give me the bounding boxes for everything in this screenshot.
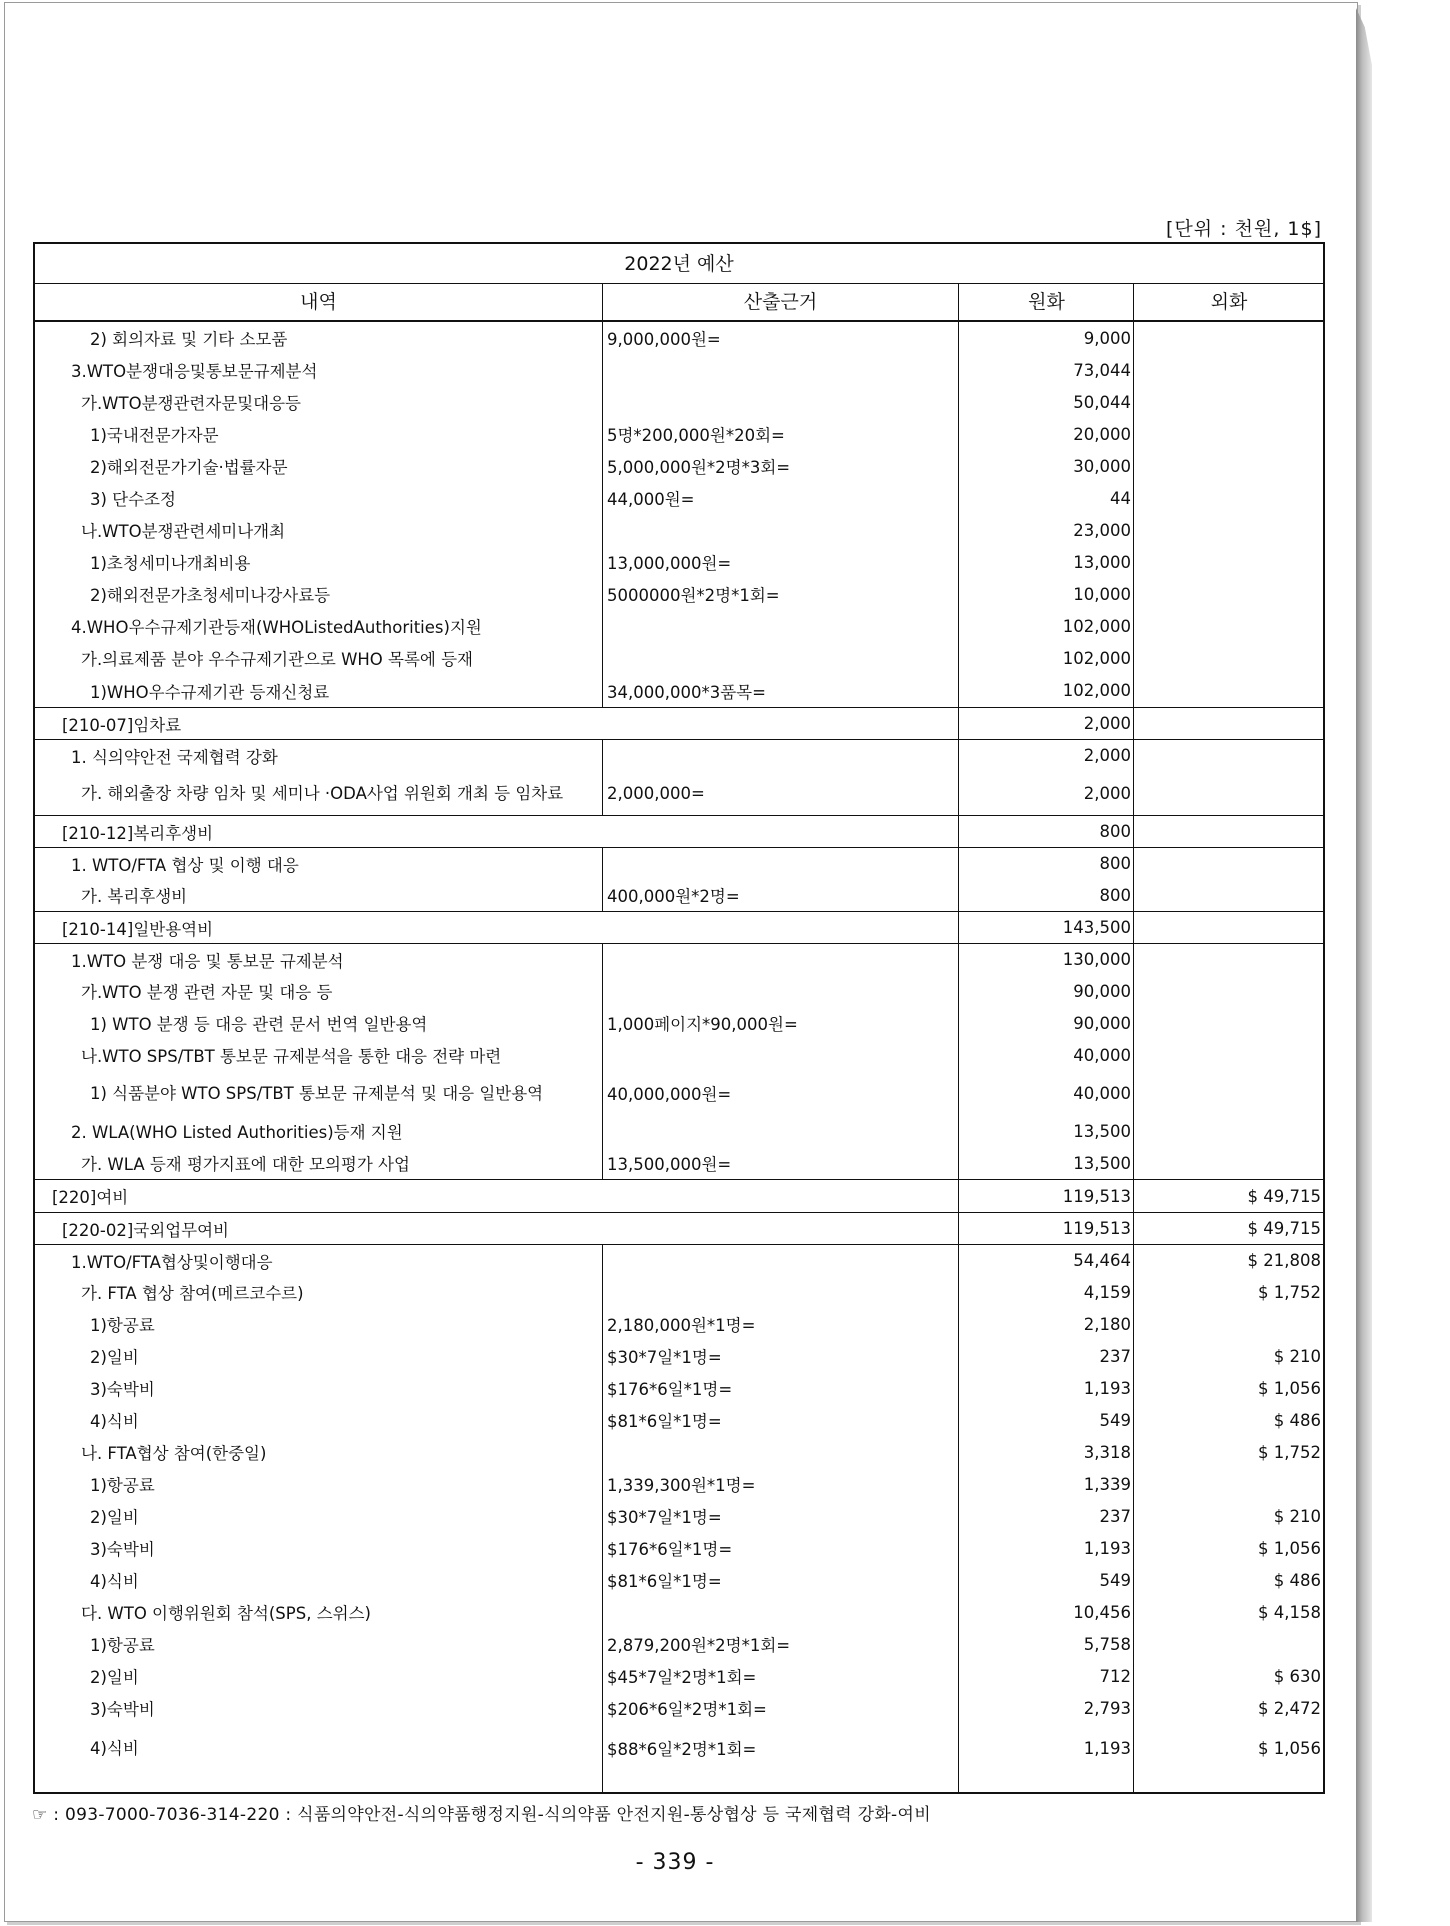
table-header-row (35, 284, 1323, 322)
table-row (35, 1039, 1323, 1071)
cell-fx (1135, 450, 1323, 482)
cell-basis: 2,000,000= (607, 783, 705, 803)
table-row (35, 847, 1323, 879)
cell-desc: 2)일비 (90, 1668, 139, 1687)
table-row (35, 450, 1323, 482)
table-row (35, 482, 1323, 514)
cell-basis: $88*6일*2명*1회= (607, 1740, 757, 1759)
table-row (35, 1724, 1323, 1772)
cell-desc: 1)WHO우수규제기관 등재신청료 (90, 682, 330, 702)
cell-won: 800 (1099, 885, 1131, 905)
table-row (35, 514, 1323, 546)
cell-desc: 4.WHO우수규제기관등재(WHOListedAuthorities)지원 (71, 618, 482, 637)
cell-fx: $ 2,472 (1258, 1698, 1321, 1718)
cell-won: 2,000 (1083, 746, 1131, 765)
cell-won: 119,513 (1062, 1219, 1131, 1238)
table-row (35, 1212, 1323, 1244)
cell-fx: $ 486 (1273, 1410, 1321, 1430)
table-row (35, 1660, 1323, 1692)
table-row (35, 771, 1323, 815)
cell-desc: 1)항공료 (90, 1316, 155, 1335)
header-basis: 산출근거 (743, 291, 818, 313)
cell-basis (605, 1180, 957, 1212)
cell-won: 119,513 (1062, 1186, 1131, 1206)
cell-basis: $176*6일*1명= (607, 1380, 733, 1399)
cell-fx: $ 21,808 (1247, 1251, 1321, 1270)
cell-basis (605, 912, 957, 943)
table-row (35, 1468, 1323, 1500)
cell-basis (605, 610, 957, 642)
table-row (35, 815, 1323, 847)
cell-fx (1135, 1115, 1323, 1147)
cell-won: 40,000 (1073, 1083, 1131, 1103)
cell-desc: 1)국내전문가자문 (90, 426, 219, 445)
table-row (35, 975, 1323, 1007)
cell-won: 90,000 (1073, 1013, 1131, 1033)
cell-won: 2,793 (1083, 1698, 1131, 1718)
cell-fx: $ 4,158 (1258, 1602, 1321, 1622)
table-row (35, 578, 1323, 610)
table-row (35, 386, 1323, 418)
cell-fx: $ 1,752 (1258, 1282, 1321, 1302)
cell-won: 5,758 (1083, 1634, 1131, 1654)
header-won: 원화 (1028, 291, 1065, 313)
cell-fx (1135, 418, 1323, 450)
cell-won: 10,000 (1073, 584, 1131, 604)
page-number: - 339 - (635, 1850, 715, 1875)
cell-fx (1135, 1468, 1323, 1500)
cell-desc: 가.의료제품 분야 우수규제기관으로 WHO 목록에 등재 (81, 650, 473, 669)
cell-fx (1135, 848, 1323, 879)
cell-desc: 3.WTO분쟁대응및통보문규제분석 (71, 362, 318, 381)
cell-desc: 나. FTA협상 참여(한중일) (81, 1444, 267, 1463)
cell-basis (605, 740, 957, 771)
cell-fx (1135, 1007, 1323, 1039)
cell-desc: 2)일비 (90, 1348, 139, 1367)
cell-fx (1135, 740, 1323, 771)
cell-basis (605, 944, 957, 975)
cell-basis: $30*7일*1명= (607, 1348, 722, 1367)
cell-desc: 1.WTO 분쟁 대응 및 통보문 규제분석 (71, 951, 344, 971)
cell-desc: 3) 단수조정 (90, 490, 176, 509)
table-row (35, 1692, 1323, 1724)
cell-fx: $ 486 (1273, 1570, 1321, 1590)
cell-desc: [210-07]임차료 (62, 715, 182, 735)
cell-basis: 400,000원*2명= (607, 887, 740, 906)
cell-fx: $ 630 (1273, 1666, 1321, 1686)
header-fx: 외화 (1210, 291, 1248, 313)
cell-basis (605, 354, 957, 386)
cell-won: 800 (1099, 854, 1131, 873)
cell-basis (605, 848, 957, 879)
budget-table (33, 242, 1325, 1794)
table-row (35, 1436, 1323, 1468)
cell-desc: 2)해외전문가초청세미나강사료등 (90, 586, 331, 605)
cell-desc: 3)숙박비 (90, 1540, 155, 1559)
table-row (35, 1147, 1323, 1179)
table-row (35, 322, 1323, 354)
cell-basis: 5000000원*2명*1회= (607, 586, 780, 605)
cell-won: 1,193 (1083, 1378, 1131, 1398)
cell-won: 2,000 (1083, 714, 1131, 733)
cell-won: 102,000 (1062, 648, 1131, 668)
table-row (35, 1340, 1323, 1372)
cell-won: 2,000 (1083, 783, 1131, 803)
cell-desc: 1)초청세미나개최비용 (90, 554, 251, 573)
cell-basis: $81*6일*1명= (607, 1572, 722, 1591)
cell-fx: $ 210 (1273, 1506, 1321, 1526)
header-desc: 내역 (300, 291, 337, 313)
table-row (35, 739, 1323, 771)
cell-basis (605, 642, 957, 674)
table-row (35, 1596, 1323, 1628)
cell-fx (1135, 1308, 1323, 1340)
table-row (35, 1532, 1323, 1564)
cell-basis: 5,000,000원*2명*3회= (607, 458, 791, 477)
cell-desc: 1)항공료 (90, 1636, 155, 1655)
table-row (35, 610, 1323, 642)
table-row (35, 418, 1323, 450)
cell-basis: 2,879,200원*2명*1회= (607, 1636, 791, 1655)
cell-won: 549 (1099, 1410, 1131, 1430)
cell-won: 73,044 (1073, 360, 1131, 380)
cell-basis (605, 1213, 957, 1244)
table-row (35, 1179, 1323, 1212)
cell-won: 54,464 (1073, 1251, 1131, 1270)
table-row (35, 707, 1323, 739)
cell-basis: $30*7일*1명= (607, 1508, 722, 1527)
cell-fx (1135, 1039, 1323, 1071)
table-row (35, 1244, 1323, 1276)
cell-basis: 44,000원= (607, 490, 695, 509)
cell-won: 1,193 (1083, 1538, 1131, 1558)
cell-desc: 가. FTA 협상 참여(메르코수르) (81, 1284, 304, 1303)
cell-desc: 1.WTO/FTA협상및이행대응 (71, 1252, 273, 1272)
cell-won: 23,000 (1073, 520, 1131, 540)
cell-won: 800 (1099, 822, 1131, 841)
cell-basis (605, 975, 957, 1007)
cell-basis: 40,000,000원= (607, 1085, 732, 1104)
cell-desc: 가. WLA 등재 평가지표에 대한 모의평가 사업 (81, 1155, 410, 1174)
table-row (35, 1372, 1323, 1404)
cell-basis (605, 514, 957, 546)
cell-basis: 2,180,000원*1명= (607, 1316, 756, 1335)
cell-won: 1,193 (1083, 1738, 1131, 1758)
cell-desc: 다. WTO 이행위원회 참석(SPS, 스위스) (81, 1604, 371, 1623)
cell-desc: 4)식비 (90, 1738, 139, 1758)
cell-desc: 가.WTO분쟁관련자문및대응등 (81, 394, 301, 413)
cell-desc: 가. 해외출장 차량 임차 및 세미나 ·ODA사업 위원회 개최 등 임차료 (81, 783, 564, 803)
cell-desc: 3)숙박비 (90, 1380, 155, 1399)
cell-fx (1135, 708, 1323, 739)
table-row (35, 1628, 1323, 1660)
cell-won: 1,339 (1083, 1474, 1131, 1494)
cell-desc: 3)숙박비 (90, 1700, 155, 1719)
table-row (35, 1308, 1323, 1340)
cell-desc: 1)항공료 (90, 1476, 155, 1495)
table-row (35, 354, 1323, 386)
cell-fx: $ 1,056 (1258, 1378, 1321, 1398)
cell-fx (1135, 771, 1323, 815)
page-curl-edge (1356, 8, 1372, 1922)
cell-desc: [220-02]국외업무여비 (62, 1220, 229, 1240)
cell-fx (1135, 546, 1323, 578)
cell-won: 10,456 (1073, 1602, 1131, 1622)
cell-basis: 9,000,000원= (607, 330, 721, 349)
cell-won: 3,318 (1083, 1442, 1131, 1462)
cell-desc: 4)식비 (90, 1572, 139, 1591)
table-row (35, 1404, 1323, 1436)
cell-basis: 1,339,300원*1명= (607, 1476, 756, 1495)
cell-won: 40,000 (1073, 1045, 1131, 1065)
cell-fx (1135, 610, 1323, 642)
cell-basis (605, 1596, 957, 1628)
cell-won: 712 (1099, 1666, 1131, 1686)
cell-desc: 1. WTO/FTA 협상 및 이행 대응 (71, 855, 299, 875)
cell-won: 102,000 (1062, 616, 1131, 636)
cell-fx: $ 49,715 (1247, 1219, 1321, 1238)
cell-won: 13,000 (1073, 552, 1131, 572)
table-row (35, 1564, 1323, 1596)
cell-won: 549 (1099, 1570, 1131, 1590)
cell-desc: [210-14]일반용역비 (62, 919, 214, 939)
footnote: ☞ : 093-7000-7036-314-220 : 식품의약안전-식의약품행정지원-식의약품 안전지원-통상협상 등 국제협력 강화-여비 (32, 1805, 931, 1825)
cell-desc: 2. WLA(WHO Listed Authorities)등재 지원 (71, 1123, 403, 1142)
table-row (35, 1007, 1323, 1039)
cell-fx (1135, 578, 1323, 610)
cell-basis: 13,500,000원= (607, 1155, 732, 1174)
cell-won: 237 (1099, 1506, 1131, 1526)
cell-fx: $ 1,752 (1258, 1442, 1321, 1462)
table-row (35, 943, 1323, 975)
cell-fx (1135, 975, 1323, 1007)
cell-desc: 2) 회의자료 및 기타 소모품 (90, 330, 288, 349)
cell-basis (605, 1115, 957, 1147)
cell-basis: 1,000페이지*90,000원= (607, 1015, 798, 1034)
cell-basis: 5명*200,000원*20회= (607, 426, 785, 445)
cell-won: 4,159 (1083, 1282, 1131, 1302)
cell-desc: [210-12]복리후생비 (62, 823, 214, 843)
cell-basis: $45*7일*2명*1회= (607, 1668, 757, 1687)
cell-won: 50,044 (1073, 392, 1131, 412)
table-row (35, 674, 1323, 707)
table-row (35, 546, 1323, 578)
cell-won: 130,000 (1062, 950, 1131, 969)
cell-desc: 가. 복리후생비 (81, 887, 188, 906)
cell-desc: 1. 식의약안전 국제협력 강화 (71, 747, 278, 767)
cell-fx (1135, 482, 1323, 514)
cell-basis (605, 1276, 957, 1308)
cell-fx (1135, 514, 1323, 546)
cell-fx: $ 49,715 (1247, 1186, 1321, 1206)
cell-basis: 34,000,000*3품목= (607, 682, 766, 702)
cell-basis: $81*6일*1명= (607, 1412, 722, 1431)
cell-fx: $ 1,056 (1258, 1738, 1321, 1758)
table-row (35, 642, 1323, 674)
cell-fx (1135, 816, 1323, 847)
cell-fx (1135, 1147, 1323, 1179)
cell-fx: $ 210 (1273, 1346, 1321, 1366)
cell-won: 13,500 (1073, 1121, 1131, 1141)
cell-fx (1135, 322, 1323, 354)
cell-fx (1135, 879, 1323, 911)
cell-won: 30,000 (1073, 456, 1131, 476)
cell-fx (1135, 642, 1323, 674)
table-row (35, 911, 1323, 943)
cell-basis (605, 816, 957, 847)
cell-fx (1135, 1628, 1323, 1660)
cell-basis (605, 1245, 957, 1276)
table-row (35, 879, 1323, 911)
cell-fx (1135, 912, 1323, 943)
cell-won: 9,000 (1083, 328, 1131, 348)
cell-won: 2,180 (1083, 1314, 1131, 1334)
table-row (35, 1071, 1323, 1115)
cell-basis: 13,000,000원= (607, 554, 732, 573)
cell-fx (1135, 674, 1323, 707)
cell-desc: 2)일비 (90, 1508, 139, 1527)
cell-basis: $206*6일*2명*1회= (607, 1700, 767, 1719)
cell-basis (605, 708, 957, 739)
cell-fx: $ 1,056 (1258, 1538, 1321, 1558)
cell-basis: $176*6일*1명= (607, 1540, 733, 1559)
cell-won: 44 (1110, 488, 1131, 508)
cell-won: 143,500 (1062, 918, 1131, 937)
cell-won: 13,500 (1073, 1153, 1131, 1173)
cell-basis (605, 386, 957, 418)
table-row (35, 1276, 1323, 1308)
cell-desc: [220]여비 (52, 1188, 129, 1207)
cell-fx (1135, 1071, 1323, 1115)
cell-desc: 가.WTO 분쟁 관련 자문 및 대응 등 (81, 983, 333, 1002)
table-title: 2022년 예산 (35, 244, 1323, 284)
cell-desc: 4)식비 (90, 1412, 139, 1431)
cell-desc: 1) WTO 분쟁 등 대응 관련 문서 번역 일반용역 (90, 1015, 428, 1034)
cell-desc: 나.WTO SPS/TBT 통보문 규제분석을 통한 대응 전략 마련 (81, 1047, 502, 1066)
table-row (35, 1500, 1323, 1532)
cell-won: 90,000 (1073, 981, 1131, 1001)
cell-fx (1135, 386, 1323, 418)
cell-won: 237 (1099, 1346, 1131, 1366)
cell-won: 102,000 (1062, 681, 1131, 700)
unit-label: [단위 : 천원, 1$] (1166, 218, 1322, 240)
cell-fx (1135, 354, 1323, 386)
cell-basis (605, 1436, 957, 1468)
cell-desc: 나.WTO분쟁관련세미나개최 (81, 522, 286, 541)
cell-desc: 2)해외전문가기술·법률자문 (90, 458, 288, 477)
cell-desc: 1) 식품분야 WTO SPS/TBT 통보문 규제분석 및 대응 일반용역 (90, 1083, 544, 1103)
table-row (35, 1115, 1323, 1147)
cell-basis (605, 1039, 957, 1071)
cell-fx (1135, 944, 1323, 975)
cell-won: 20,000 (1073, 424, 1131, 444)
